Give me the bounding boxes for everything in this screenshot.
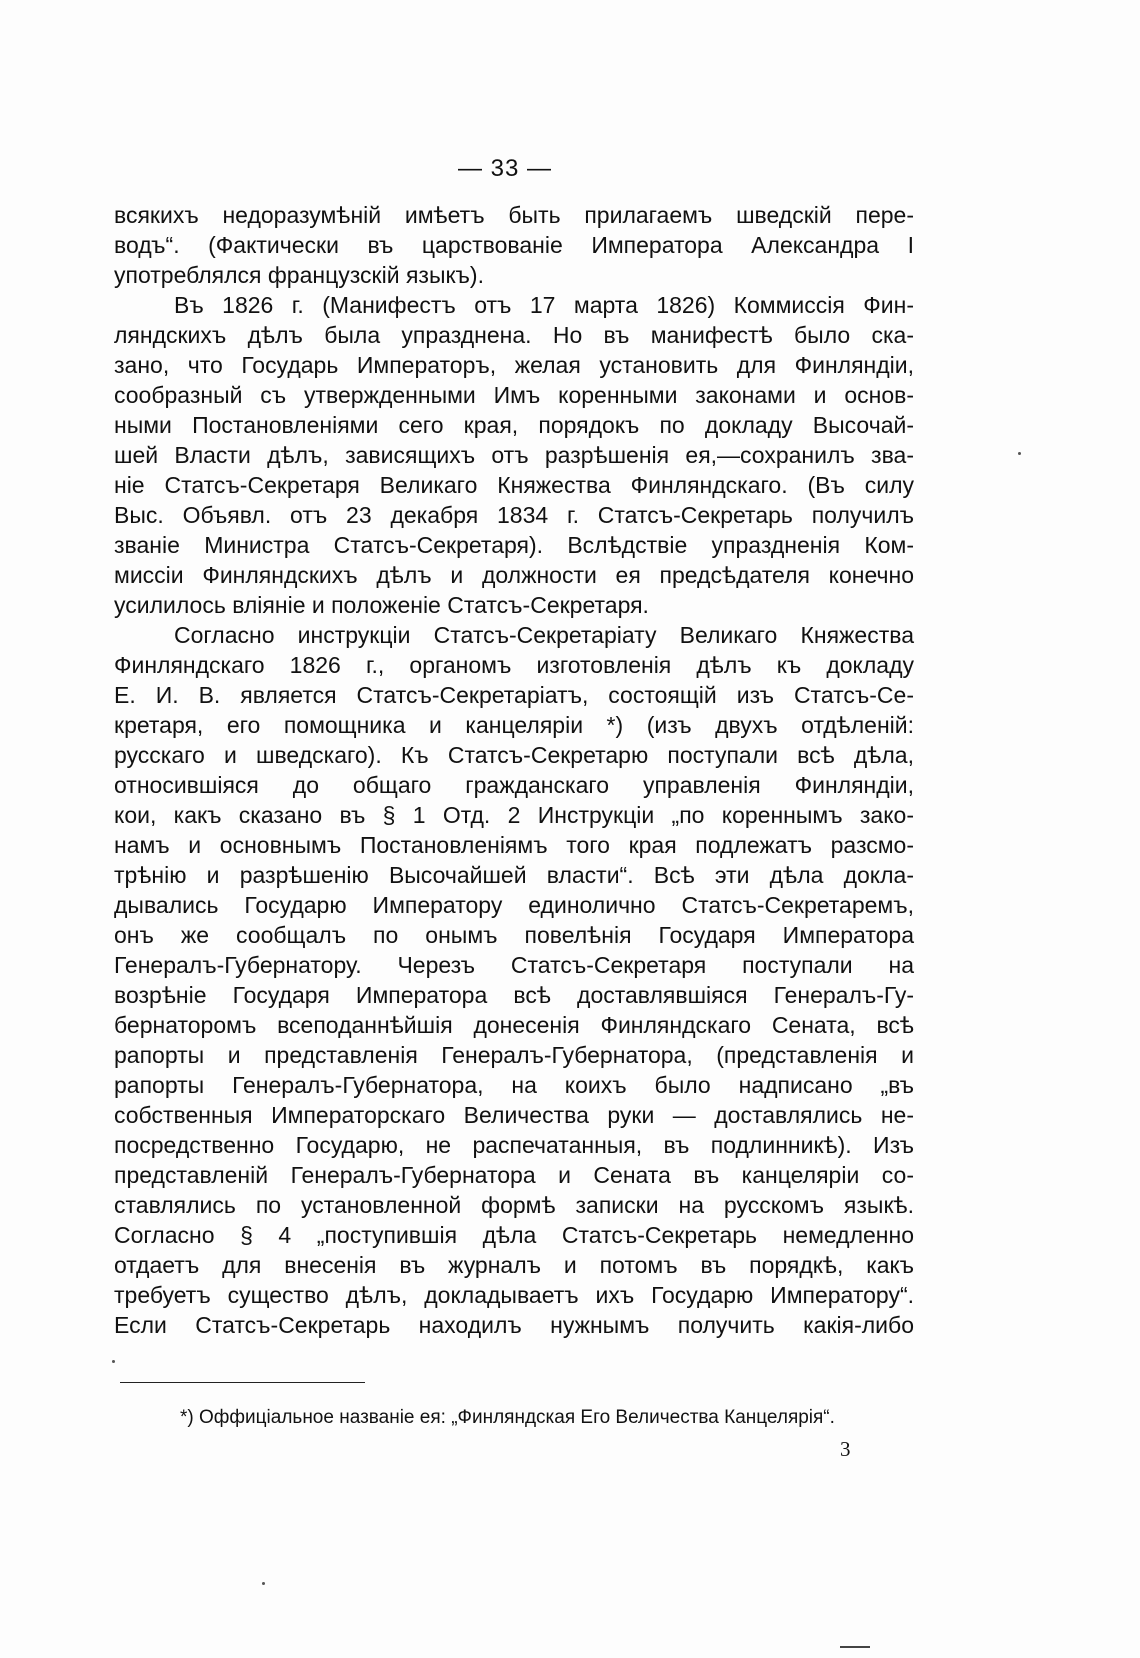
text-line: рапорты и представленія Генералъ-Губернатора, (представленія и	[114, 1042, 914, 1068]
scan-speck	[262, 1582, 265, 1585]
body-text	[114, 200, 914, 1340]
text-line: возрѣніе Государя Императора всѣ доставлявшіяся Генералъ-Гу-	[114, 982, 914, 1008]
scan-speck	[1018, 452, 1021, 455]
text-line: ляндскихъ дѣлъ была упразднена. Но въ манифестѣ было ска-	[114, 322, 914, 348]
text-line: зано, что Государь Императоръ, желая установить для Финляндіи,	[114, 352, 914, 378]
page-number: — 33 —	[457, 155, 553, 182]
text-line: онъ же сообщалъ по онымъ повелѣнія Государя Императора	[114, 922, 914, 948]
text-line: ными Постановленіями сего края, порядокъ по докладу Высочай-	[114, 412, 914, 438]
text-line: дывались Государю Императору единолично Статсъ-Секретаремъ,	[114, 892, 914, 918]
scan-edge-mark	[840, 1646, 870, 1648]
text-line: Выс. Объявл. отъ 23 декабря 1834 г. Статсъ-Секретарь получилъ	[114, 502, 914, 528]
text-line: Е. И. В. является Статсъ-Секретаріатъ, состоящій изъ Статсъ-Се-	[114, 682, 914, 708]
text-line: требуетъ существо дѣлъ, докладываетъ ихъ Государю Императору“.	[114, 1282, 914, 1308]
footnote-divider	[120, 1382, 365, 1383]
text-line: водъ“. (Фактически въ царствованіе Императора Александра I	[114, 232, 914, 258]
text-line: миссіи Финляндскихъ дѣлъ и должности ея предсѣдателя конечно	[114, 562, 914, 588]
footnote: *) Оффиціальное названіе ея: „Финляндская Его Величества Канцелярія“.	[180, 1407, 835, 1428]
text-line: рапорты Генералъ-Губернатора, на коихъ было надписано „въ	[114, 1072, 914, 1098]
text-line: трѣнію и разрѣшенію Высочайшей власти“. Всѣ эти дѣла докла-	[114, 862, 914, 888]
text-line: ніе Статсъ-Секретаря Великаго Княжества Финляндскаго. (Въ силу	[114, 472, 914, 498]
text-line: кретаря, его помощника и канцеляріи *) (изъ двухъ отдѣленій:	[114, 712, 914, 738]
text-line: шей Власти дѣлъ, зависящихъ отъ разрѣшенія ея,—сохранилъ зва-	[114, 442, 914, 468]
text-line: употреблялся французскій языкъ).	[114, 262, 484, 288]
text-line: русскаго и шведскаго). Къ Статсъ-Секретарю поступали всѣ дѣла,	[114, 742, 914, 768]
text-line: собственныя Императорскаго Величества руки — доставлялись не-	[114, 1102, 914, 1128]
text-line: Финляндскаго 1826 г., органомъ изготовленія дѣлъ къ докладу	[114, 652, 914, 678]
text-line: Согласно § 4 „поступившія дѣла Статсъ-Секретарь немедленно	[114, 1222, 914, 1248]
text-line: усилилось вліяніе и положеніе Статсъ-Секретаря.	[114, 592, 649, 618]
text-line: намъ и основнымъ Постановленіямъ того края подлежатъ разсмо-	[114, 832, 914, 858]
signature-mark: 3	[840, 1437, 851, 1461]
text-line: кои, какъ сказано въ § 1 Отд. 2 Инструкціи „по кореннымъ зако-	[114, 802, 914, 828]
text-line: Если Статсъ-Секретарь находилъ нужнымъ получить какія-либо	[114, 1312, 914, 1338]
text-line: званіе Министра Статсъ-Секретаря). Вслѣдствіе упраздненія Ком-	[114, 532, 914, 558]
paragraph-start-line: Въ 1826 г. (Манифестъ отъ 17 марта 1826) Коммиссія Фин-	[174, 292, 914, 318]
text-line: относившіяся до общаго гражданскаго управленія Финляндіи,	[114, 772, 914, 798]
text-line: ставлялись по установленной формѣ записки на русскомъ языкѣ.	[114, 1192, 914, 1218]
text-line: всякихъ недоразумѣній имѣетъ быть прилагаемъ шведскій пере-	[114, 202, 914, 228]
text-line: бернаторомъ всеподаннѣйшія донесенія Финляндскаго Сената, всѣ	[114, 1012, 914, 1038]
scan-speck	[112, 1360, 115, 1363]
text-line: сообразный съ утвержденными Имъ коренными законами и основ-	[114, 382, 914, 408]
paragraph-start-line: Согласно инструкціи Статсъ-Секретаріату Великаго Княжества	[174, 622, 914, 648]
text-line: Генералъ-Губернатору. Черезъ Статсъ-Секретаря поступали на	[114, 952, 914, 978]
text-line: отдаетъ для внесенія въ журналъ и потомъ въ порядкѣ, какъ	[114, 1252, 914, 1278]
text-line: представленій Генералъ-Губернатора и Сената въ канцеляріи со-	[114, 1162, 914, 1188]
text-line: посредственно Государю, не распечатанныя, въ подлинникѣ). Изъ	[114, 1132, 914, 1158]
